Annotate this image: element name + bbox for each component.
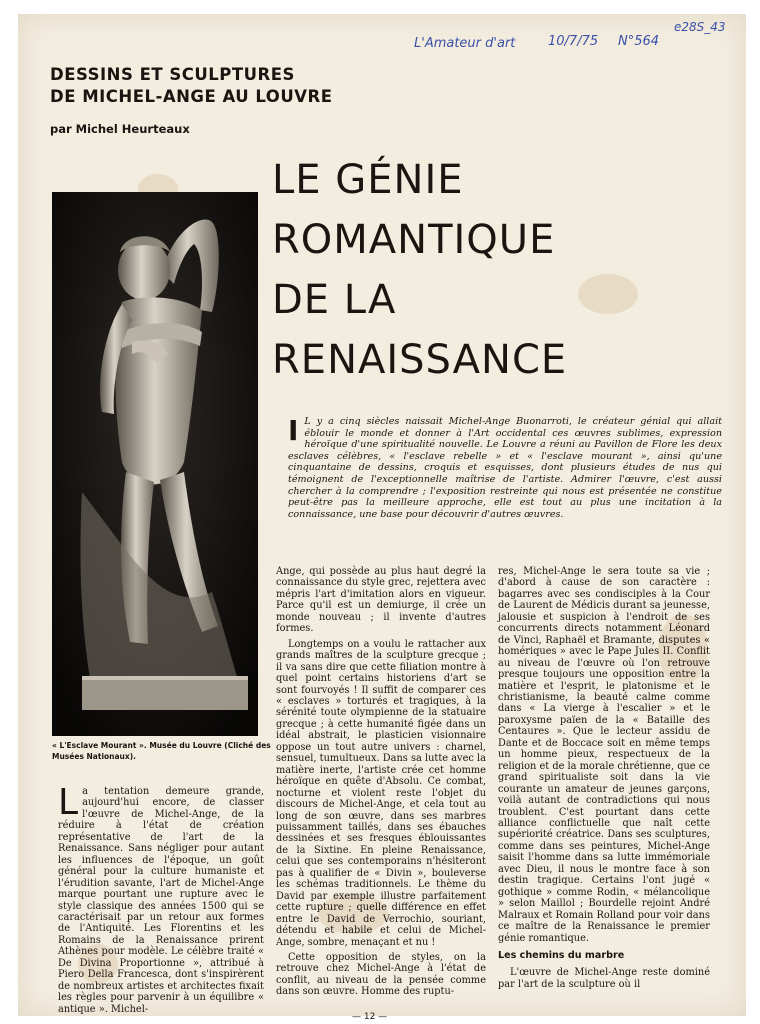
paragraph: L'œuvre de Michel-Ange reste dominé par l'art de la sculpture où il: [498, 967, 710, 990]
archive-reference: e28S_43: [674, 20, 726, 34]
kicker: [50, 64, 470, 108]
intro-initial: I: [288, 414, 299, 447]
dying-slave-statue-image: [52, 192, 258, 736]
photo-caption: « L'Esclave Mourant ». Musée du Louvre (Cliché des Musées Nationaux).: [52, 741, 271, 761]
drop-cap: L: [58, 782, 79, 823]
paragraph-text: a tentation demeure grande, aujourd'hui encore, de classer l'œuvre de Michel-Ange, de la réduire à l'état de création représentative de l'art de la Renaissance. Sans négliger pour autant les influences de l'époque, un goût général pour la culture humaniste et l'érudition savante, l'art de Michel-Ange marque pourtant une rupture avec le style classique des années 1500 qui se caractérisait par un retour aux formes de l'Antiquité. Les Florentins et les Romains de la Renaissance prirent Athènes pour modèle. Le célèbre traité « De Divina Proportionne », attribué à Piero Della Francesca, dont s'inspirèrent de nombreux artistes et architectes fixait les règles pour parvenir à un équilibre « antique ». Michel-: [58, 786, 264, 1015]
newspaper-page: [18, 14, 746, 1022]
byline: par Michel Heurteaux: [50, 122, 190, 136]
column-2: [276, 566, 486, 1002]
paragraph: [58, 782, 264, 1015]
date-note: 10/7/75: [548, 34, 599, 49]
paragraph: res, Michel-Ange le sera toute sa vie ; d'abord à cause de son caractère : bagarres avec ses condisciples à la Cour de Laurent de Médicis durant sa jeunesse, jalousie et suspicion à l'endroit de ses concurrents directs notamment Léonard de Vinci, Raphaël et Bramante, disputes « homériques » avec le Pape Jules II. Conflit au niveau de l'œuvre où l'on retrouve presque toujours une opposition entre la matière et l'esprit, le platonisme et le christianisme, la beauté calme comme dans « La vierge à l'escalier » et le paroxysme païen de la « Bataille des Centaures ». Que le lecteur assidu de Dante et de Boccace soit en même temps un homme pieux, respectueux de la religion et de la morale chrétienne, que ce grand spiritualiste soit dans la vie courante un amateur de jeunes garçons, voilà autant de contradictions qui nous troublent. C'est pourtant dans cette alliance conflictuelle que naît cette supériorité créatrice. Dans ses sculptures, comme dans ses peintures, Michel-Ange saisit l'homme dans sa lutte immémoriale avec Dieu, il nous le montre face à son destin tragique. Certains l'ont jugé « gothique » comme Rodin, « mélancolique » selon Maillol ; Bourdelle rejoint André Malraux et Romain Rolland pour voir dans ce maître de la Renaissance le premier génie romantique.: [498, 566, 710, 944]
headline-line: RENAISSANCE: [272, 337, 568, 383]
intro-text: L y a cinq siècles naissait Michel-Ange Buonarroti, le créateur génial qui allait éblouir le monde et donner à l'Art occidental ces œuvres sublimes, expression héroïque d'une spiritualité nouvelle. Le Louvre a réuni au Pavillon de Flore les deux esclaves célèbres, « l'esclave rebelle » et « l'esclave mourant », ainsi qu'une cinquantaine de dessins, croquis et esquisses, dont plusieurs études de nus qui témoignent de l'exceptionnelle maîtrise de l'artiste. Admirer l'œuvre, c'est aussi chercher à la comprendre ; l'exposition restreinte qui nous est présentée ne constitue peut-être pas la meilleure approche, elle est tout au plus une incitation à la connaissance, une base pour découvrir d'autres œuvres.: [288, 416, 722, 520]
paragraph: Cette opposition de styles, on la retrouve chez Michel-Ange à l'état de conflit, au niveau de la pensée comme dans son œuvre. Homme des ruptu-: [276, 951, 486, 998]
kicker-line: DE MICHEL-ANGE AU LOUVRE: [50, 87, 333, 106]
issue-number-note: N°564: [618, 34, 660, 49]
paragraph: Longtemps on a voulu le rattacher aux grands maîtres de la sculpture grecque ; il va sans dire que cette filiation montre à quel point certains historiens d'art se sont fourvoyés ! Il suffit de comparer ces « esclaves » torturés et tragiques, à la sérénité toute olympienne de la statuaire grecque ; à cette humanité figée dans un idéal abstrait, le plasticien visionnaire oppose un tout autre univers : charnel, sensuel, tumultueux. Dans sa lutte avec la matière inerte, l'artiste crée cet homme héroïque en quête d'Absolu. Ce combat, nocturne et violent reste l'objet du discours de Michel-Ange, et cela tout au long de son œuvre, dans ses marbres puissamment taillés, dans ses ébauches dessinées et ses fresques éblouissantes de la Sixtine. En pleine Renaissance, celui que ses contemporains n'hésiteront pas à qualifier de « Divin », bouleverse les schémas traditionnels. Le thème du David par exemple illustre parfaitement cette rupture ; quelle différence en effet entre le David de Verrochio, souriant, détendu et habile et celui de Michel-Ange, sombre, menaçant et nu !: [276, 638, 486, 948]
section-subhead: Les chemins du marbre: [498, 949, 625, 961]
headline-line: LE GÉNIE: [272, 157, 464, 203]
statue-photo: [52, 192, 258, 736]
column-1: [58, 782, 264, 1019]
paragraph: Ange, qui possède au plus haut degré la connaissance du style grec, rejettera avec mépris l'art d'imitation alors en vigueur. Parce qu'il est un demiurge, il crée un monde nouveau ; il invente d'autres formes.: [276, 566, 486, 635]
headline: [272, 150, 702, 390]
journal-name-note: L'Amateur d'art: [414, 36, 516, 51]
headline-line: DE LA: [272, 277, 397, 323]
headline-line: ROMANTIQUE: [272, 217, 556, 263]
column-3: [498, 566, 710, 994]
kicker-line: DESSINS ET SCULPTURES: [50, 65, 295, 84]
intro-paragraph: [288, 416, 722, 520]
page-number: — 12 —: [352, 1012, 388, 1022]
